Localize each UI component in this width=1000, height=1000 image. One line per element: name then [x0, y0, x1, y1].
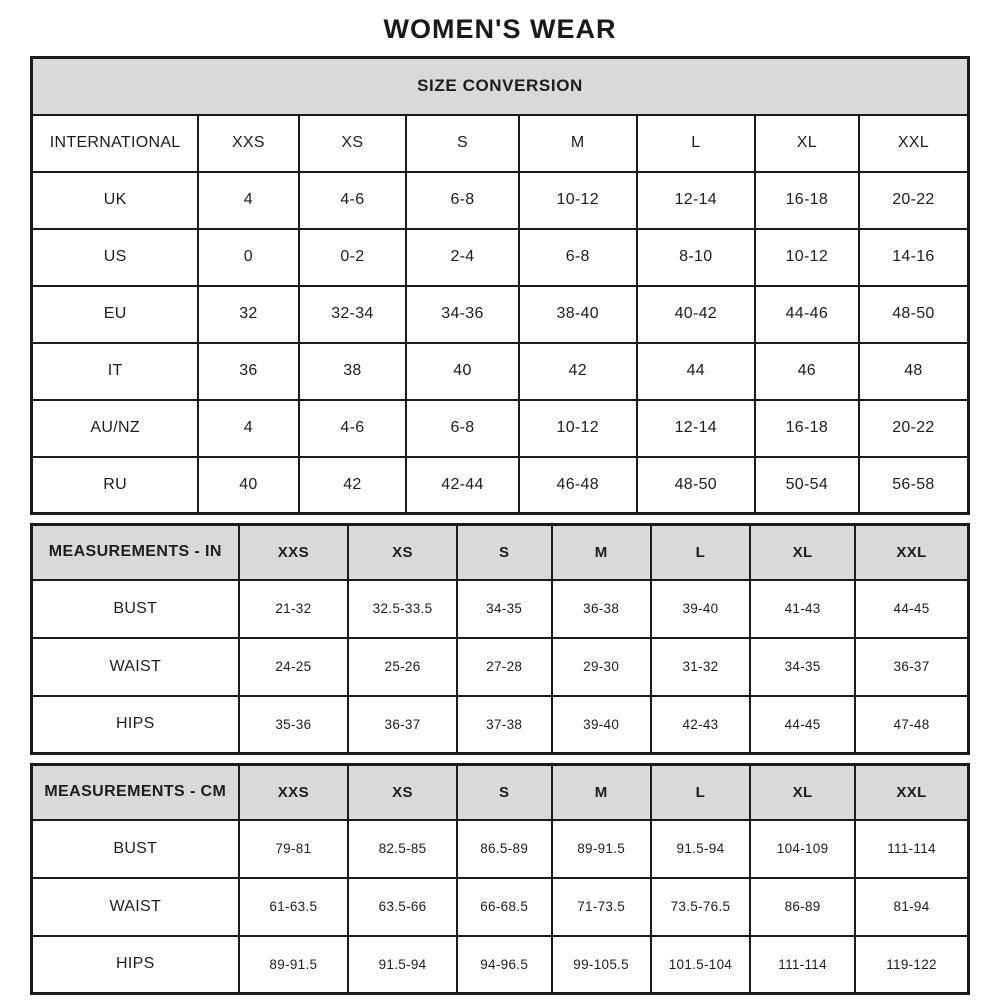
size-conversion-table: [30, 56, 970, 515]
table-cell: 21-32: [239, 580, 349, 638]
table-cell: 104-109: [750, 820, 855, 878]
column-header: XXL: [855, 765, 968, 820]
table-cell: 20-22: [859, 172, 969, 229]
column-header: XS: [348, 765, 457, 820]
table-cell: 12-14: [637, 172, 755, 229]
corner-header: MEASUREMENTS - CM: [32, 765, 239, 820]
column-header: L: [651, 525, 750, 580]
table-cell: 36: [198, 343, 298, 400]
table-cell: 4-6: [299, 400, 407, 457]
table-cell: 24-25: [239, 638, 349, 696]
table-cell: 81-94: [855, 878, 968, 936]
column-header: XL: [750, 525, 855, 580]
table-cell: 91.5-94: [348, 936, 457, 994]
table-cell: 40-42: [637, 286, 755, 343]
table-cell: 44: [637, 343, 755, 400]
table-row: [32, 343, 969, 400]
table-row: [32, 936, 969, 994]
table-cell: 56-58: [859, 457, 969, 514]
table-cell: 8-10: [637, 229, 755, 286]
table-cell: 16-18: [755, 172, 859, 229]
table-cell: 79-81: [239, 820, 349, 878]
table-row: [32, 638, 969, 696]
table-cell: 4-6: [299, 172, 407, 229]
table-cell: 61-63.5: [239, 878, 349, 936]
table-header-row: [32, 525, 969, 580]
measurements-in-table: [30, 523, 970, 755]
table-cell: 10-12: [519, 172, 637, 229]
table-cell: 91.5-94: [651, 820, 750, 878]
table-row: [32, 229, 969, 286]
table-cell: 42-44: [406, 457, 518, 514]
table-cell: 0-2: [299, 229, 407, 286]
table-cell: 32-34: [299, 286, 407, 343]
table-row: [32, 400, 969, 457]
table-cell: 119-122: [855, 936, 968, 994]
table-row: [32, 457, 969, 514]
table-cell: 99-105.5: [552, 936, 651, 994]
column-header: S: [457, 525, 552, 580]
table-cell: 29-30: [552, 638, 651, 696]
row-label: UK: [32, 172, 199, 229]
table-row: [32, 580, 969, 638]
table-cell: 73.5-76.5: [651, 878, 750, 936]
column-header: L: [651, 765, 750, 820]
column-header: L: [637, 115, 755, 172]
table-cell: 44-45: [750, 696, 855, 754]
column-header: XS: [348, 525, 457, 580]
table-cell: 82.5-85: [348, 820, 457, 878]
row-label: US: [32, 229, 199, 286]
row-label: BUST: [32, 820, 239, 878]
table-cell: 42: [519, 343, 637, 400]
page-title: WOMEN'S WEAR: [383, 14, 617, 44]
table-cell: 27-28: [457, 638, 552, 696]
row-label: RU: [32, 457, 199, 514]
measurements-cm-body: [32, 765, 969, 994]
corner-header: INTERNATIONAL: [32, 115, 199, 172]
table-cell: 34-35: [457, 580, 552, 638]
table-cell: 2-4: [406, 229, 518, 286]
table-cell: 48-50: [637, 457, 755, 514]
table-cell: 40: [198, 457, 298, 514]
column-header: XXL: [855, 525, 968, 580]
table-cell: 111-114: [750, 936, 855, 994]
row-label: WAIST: [32, 638, 239, 696]
table-cell: 0: [198, 229, 298, 286]
table-cell: 50-54: [755, 457, 859, 514]
table-cell: 34-35: [750, 638, 855, 696]
table-cell: 63.5-66: [348, 878, 457, 936]
table-cell: 66-68.5: [457, 878, 552, 936]
table-cell: 4: [198, 400, 298, 457]
table-row: [32, 820, 969, 878]
table-cell: 47-48: [855, 696, 968, 754]
table-cell: 44-45: [855, 580, 968, 638]
table-cell: 4: [198, 172, 298, 229]
table-row: [32, 286, 969, 343]
column-header: XXS: [239, 525, 349, 580]
table-cell: 14-16: [859, 229, 969, 286]
row-label: EU: [32, 286, 199, 343]
table-header-row: [32, 115, 969, 172]
row-label: HIPS: [32, 696, 239, 754]
column-header: XXS: [239, 765, 349, 820]
table-cell: 40: [406, 343, 518, 400]
table-cell: 71-73.5: [552, 878, 651, 936]
table-cell: 86.5-89: [457, 820, 552, 878]
table-cell: 16-18: [755, 400, 859, 457]
table-cell: 41-43: [750, 580, 855, 638]
table-cell: 25-26: [348, 638, 457, 696]
table-cell: 89-91.5: [552, 820, 651, 878]
table-cell: 32.5-33.5: [348, 580, 457, 638]
column-header: M: [519, 115, 637, 172]
table-title: SIZE CONVERSION: [32, 58, 969, 115]
column-header: M: [552, 525, 651, 580]
measurements-in-body: [32, 525, 969, 754]
column-header: XL: [750, 765, 855, 820]
column-header: M: [552, 765, 651, 820]
table-cell: 42: [299, 457, 407, 514]
table-cell: 89-91.5: [239, 936, 349, 994]
table-cell: 39-40: [651, 580, 750, 638]
table-cell: 36-37: [348, 696, 457, 754]
measurements-cm-table: [30, 763, 970, 995]
table-row: [32, 878, 969, 936]
table-cell: 20-22: [859, 400, 969, 457]
row-label: IT: [32, 343, 199, 400]
table-cell: 36-38: [552, 580, 651, 638]
table-cell: 48-50: [859, 286, 969, 343]
table-header-row: [32, 765, 969, 820]
table-cell: 12-14: [637, 400, 755, 457]
table-cell: 10-12: [519, 400, 637, 457]
row-label: WAIST: [32, 878, 239, 936]
table-cell: 10-12: [755, 229, 859, 286]
column-header: S: [457, 765, 552, 820]
column-header: XS: [299, 115, 407, 172]
column-header: S: [406, 115, 518, 172]
size-conversion-body: [32, 115, 969, 514]
column-header: XXL: [859, 115, 969, 172]
table-cell: 38: [299, 343, 407, 400]
column-header: XL: [755, 115, 859, 172]
table-title-row: [32, 58, 969, 115]
table-row: [32, 172, 969, 229]
table-cell: 6-8: [406, 400, 518, 457]
table-cell: 35-36: [239, 696, 349, 754]
corner-header: MEASUREMENTS - IN: [32, 525, 239, 580]
table-cell: 86-89: [750, 878, 855, 936]
table-cell: 34-36: [406, 286, 518, 343]
table-cell: 101.5-104: [651, 936, 750, 994]
table-row: [32, 696, 969, 754]
table-cell: 46-48: [519, 457, 637, 514]
row-label: HIPS: [32, 936, 239, 994]
table-cell: 32: [198, 286, 298, 343]
table-cell: 42-43: [651, 696, 750, 754]
table-cell: 38-40: [519, 286, 637, 343]
column-header: XXS: [198, 115, 298, 172]
row-label: AU/NZ: [32, 400, 199, 457]
table-cell: 31-32: [651, 638, 750, 696]
table-cell: 44-46: [755, 286, 859, 343]
table-cell: 94-96.5: [457, 936, 552, 994]
table-cell: 36-37: [855, 638, 968, 696]
table-cell: 39-40: [552, 696, 651, 754]
table-cell: 6-8: [406, 172, 518, 229]
table-cell: 111-114: [855, 820, 968, 878]
table-cell: 46: [755, 343, 859, 400]
table-cell: 37-38: [457, 696, 552, 754]
table-cell: 48: [859, 343, 969, 400]
table-cell: 6-8: [519, 229, 637, 286]
row-label: BUST: [32, 580, 239, 638]
